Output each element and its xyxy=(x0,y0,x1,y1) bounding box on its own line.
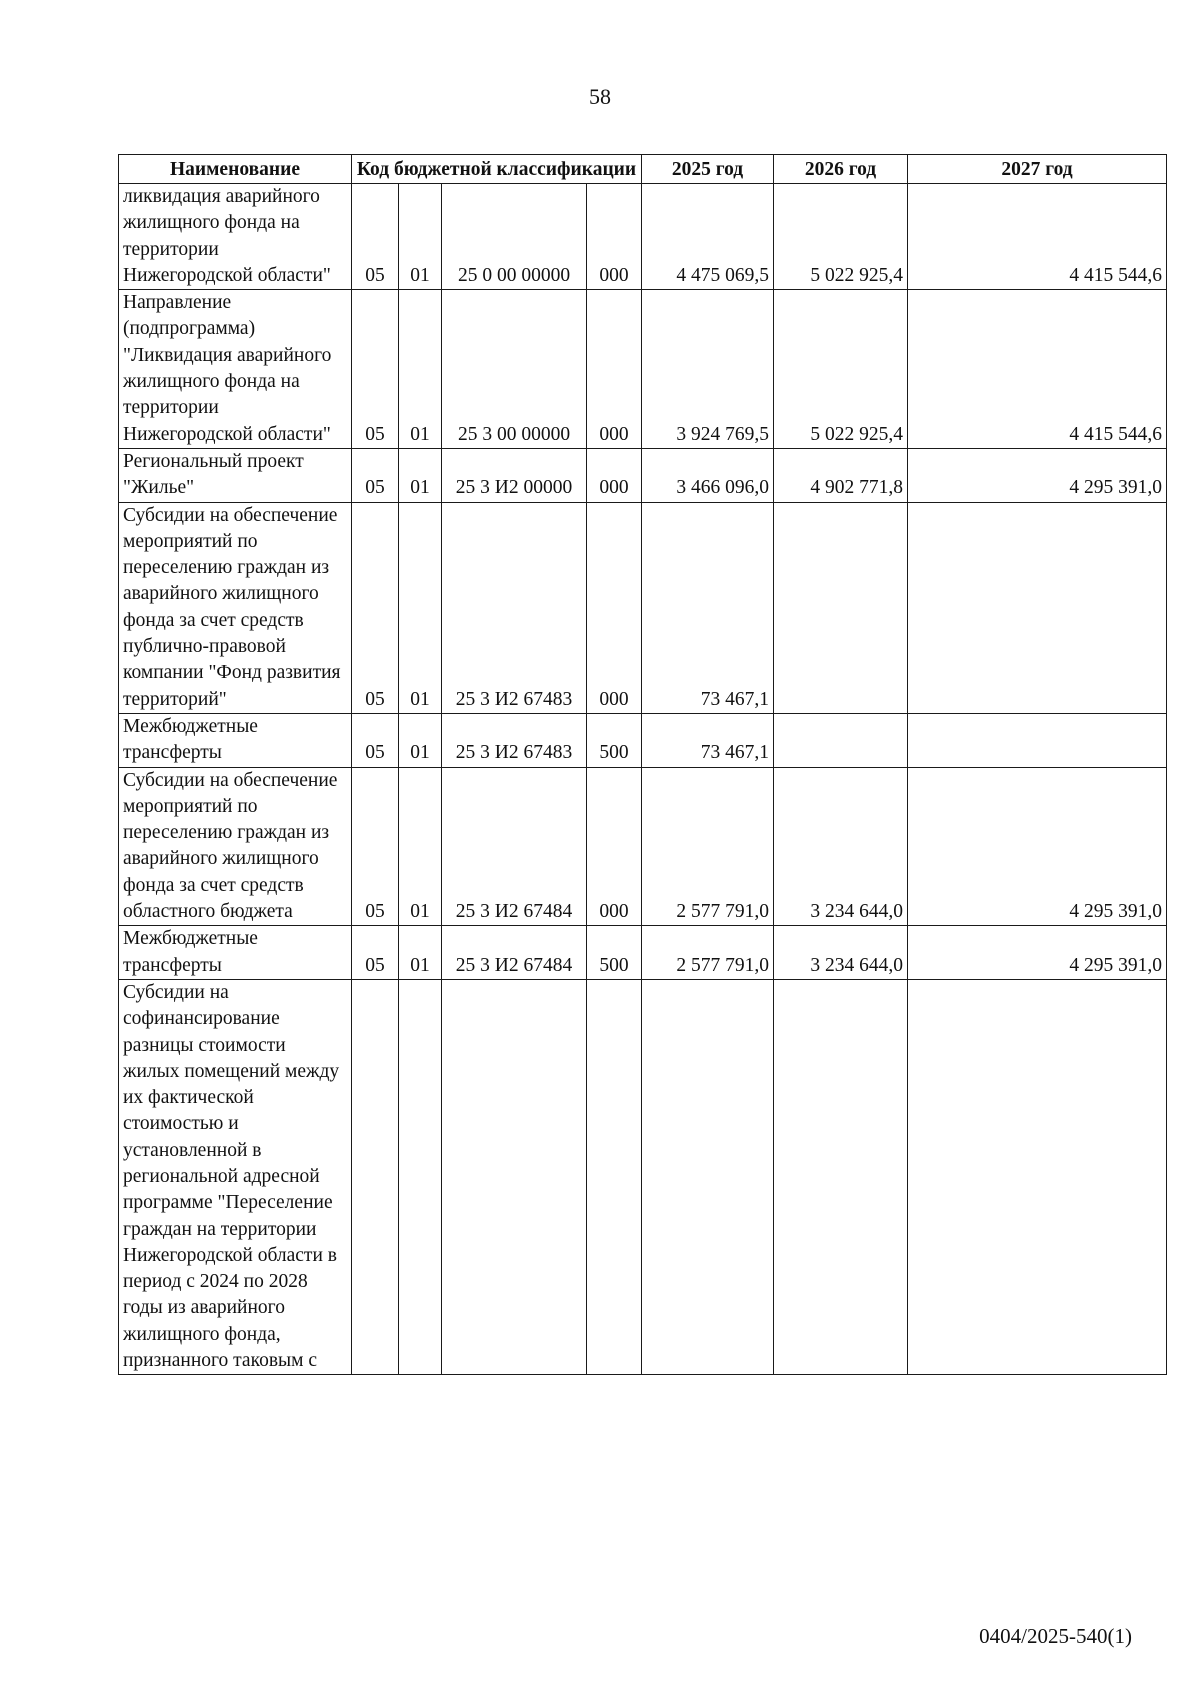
amount-2027-cell xyxy=(908,979,1167,1374)
target-article-code-cell: 25 3 И2 00000 xyxy=(442,448,587,502)
amount-2025-cell: 73 467,1 xyxy=(642,502,774,713)
section-code-cell: 05 xyxy=(352,502,399,713)
amount-2026-cell: 3 234 644,0 xyxy=(774,926,908,980)
amount-2027-cell: 4 295 391,0 xyxy=(908,926,1167,980)
section-code-cell: 05 xyxy=(352,290,399,449)
row-name-cell: Субсидии на обеспечение мероприятий по переселению граждан из аварийного жилищного фонда за счет средств публично-правовой компании "Фонд развития территорий" xyxy=(119,502,352,713)
section-code-cell: 05 xyxy=(352,926,399,980)
subsection-code-cell: 01 xyxy=(399,290,442,449)
amount-2025-cell: 2 577 791,0 xyxy=(642,767,774,926)
amount-2025-cell: 3 466 096,0 xyxy=(642,448,774,502)
header-2027: 2027 год xyxy=(908,155,1167,184)
amount-2027-cell xyxy=(908,713,1167,767)
expense-type-code-cell: 000 xyxy=(587,184,642,290)
amount-2027-cell xyxy=(908,502,1167,713)
budget-table xyxy=(118,154,1167,1375)
target-article-code-cell: 25 3 И2 67483 xyxy=(442,502,587,713)
amount-2026-cell xyxy=(774,979,908,1374)
amount-2026-cell: 3 234 644,0 xyxy=(774,767,908,926)
amount-2027-cell: 4 415 544,6 xyxy=(908,290,1167,449)
expense-type-code-cell: 000 xyxy=(587,502,642,713)
header-2026: 2026 год xyxy=(774,155,908,184)
row-name-cell: Межбюджетные трансферты xyxy=(119,713,352,767)
table-row xyxy=(119,502,1167,713)
row-name-cell: Региональный проект "Жилье" xyxy=(119,448,352,502)
target-article-code-cell xyxy=(442,979,587,1374)
subsection-code-cell xyxy=(399,979,442,1374)
expense-type-code-cell: 000 xyxy=(587,290,642,449)
header-2025: 2025 год xyxy=(642,155,774,184)
row-name-cell: Направление (подпрограмма) "Ликвидация аварийного жилищного фонда на территории Нижегородской области" xyxy=(119,290,352,449)
table-row xyxy=(119,979,1167,1374)
table-row xyxy=(119,713,1167,767)
page-number: 58 xyxy=(589,84,611,109)
table-row xyxy=(119,926,1167,980)
amount-2027-cell: 4 295 391,0 xyxy=(908,767,1167,926)
amount-2025-cell: 73 467,1 xyxy=(642,713,774,767)
section-code-cell: 05 xyxy=(352,767,399,926)
target-article-code-cell: 25 3 00 00000 xyxy=(442,290,587,449)
amount-2027-cell: 4 415 544,6 xyxy=(908,184,1167,290)
table-body xyxy=(119,184,1167,1375)
expense-type-code-cell: 000 xyxy=(587,767,642,926)
document-code: 0404/2025-540(1) xyxy=(979,1624,1132,1648)
table-header-row xyxy=(119,155,1167,184)
amount-2026-cell: 4 902 771,8 xyxy=(774,448,908,502)
table-row xyxy=(119,290,1167,449)
amount-2025-cell: 3 924 769,5 xyxy=(642,290,774,449)
row-name-cell: Субсидии на софинансирование разницы стоимости жилых помещений между их фактической стоимостью и установленной в региональной адресной программе "Переселение граждан на территории Нижегородской области в период с 2024 по 2028 годы из аварийного жилищного фонда, признанного таковым с xyxy=(119,979,352,1374)
expense-type-code-cell: 500 xyxy=(587,926,642,980)
subsection-code-cell: 01 xyxy=(399,184,442,290)
amount-2025-cell: 2 577 791,0 xyxy=(642,926,774,980)
target-article-code-cell: 25 3 И2 67484 xyxy=(442,926,587,980)
target-article-code-cell: 25 3 И2 67483 xyxy=(442,713,587,767)
section-code-cell: 05 xyxy=(352,448,399,502)
amount-2026-cell xyxy=(774,713,908,767)
row-name-cell: ликвидация аварийного жилищного фонда на территории Нижегородской области" xyxy=(119,184,352,290)
subsection-code-cell: 01 xyxy=(399,926,442,980)
header-name: Наименование xyxy=(119,155,352,184)
row-name-cell: Субсидии на обеспечение мероприятий по переселению граждан из аварийного жилищного фонда за счет средств областного бюджета xyxy=(119,767,352,926)
amount-2025-cell xyxy=(642,979,774,1374)
target-article-code-cell: 25 0 00 00000 xyxy=(442,184,587,290)
subsection-code-cell: 01 xyxy=(399,713,442,767)
amount-2025-cell: 4 475 069,5 xyxy=(642,184,774,290)
subsection-code-cell: 01 xyxy=(399,767,442,926)
amount-2026-cell: 5 022 925,4 xyxy=(774,290,908,449)
section-code-cell: 05 xyxy=(352,184,399,290)
amount-2026-cell: 5 022 925,4 xyxy=(774,184,908,290)
subsection-code-cell: 01 xyxy=(399,448,442,502)
subsection-code-cell: 01 xyxy=(399,502,442,713)
expense-type-code-cell: 000 xyxy=(587,448,642,502)
header-code: Код бюджетной классификации xyxy=(352,155,642,184)
row-name-cell: Межбюджетные трансферты xyxy=(119,926,352,980)
table-row xyxy=(119,184,1167,290)
amount-2027-cell: 4 295 391,0 xyxy=(908,448,1167,502)
target-article-code-cell: 25 3 И2 67484 xyxy=(442,767,587,926)
expense-type-code-cell: 500 xyxy=(587,713,642,767)
section-code-cell xyxy=(352,979,399,1374)
table-row xyxy=(119,767,1167,926)
section-code-cell: 05 xyxy=(352,713,399,767)
expense-type-code-cell xyxy=(587,979,642,1374)
table-row xyxy=(119,448,1167,502)
amount-2026-cell xyxy=(774,502,908,713)
